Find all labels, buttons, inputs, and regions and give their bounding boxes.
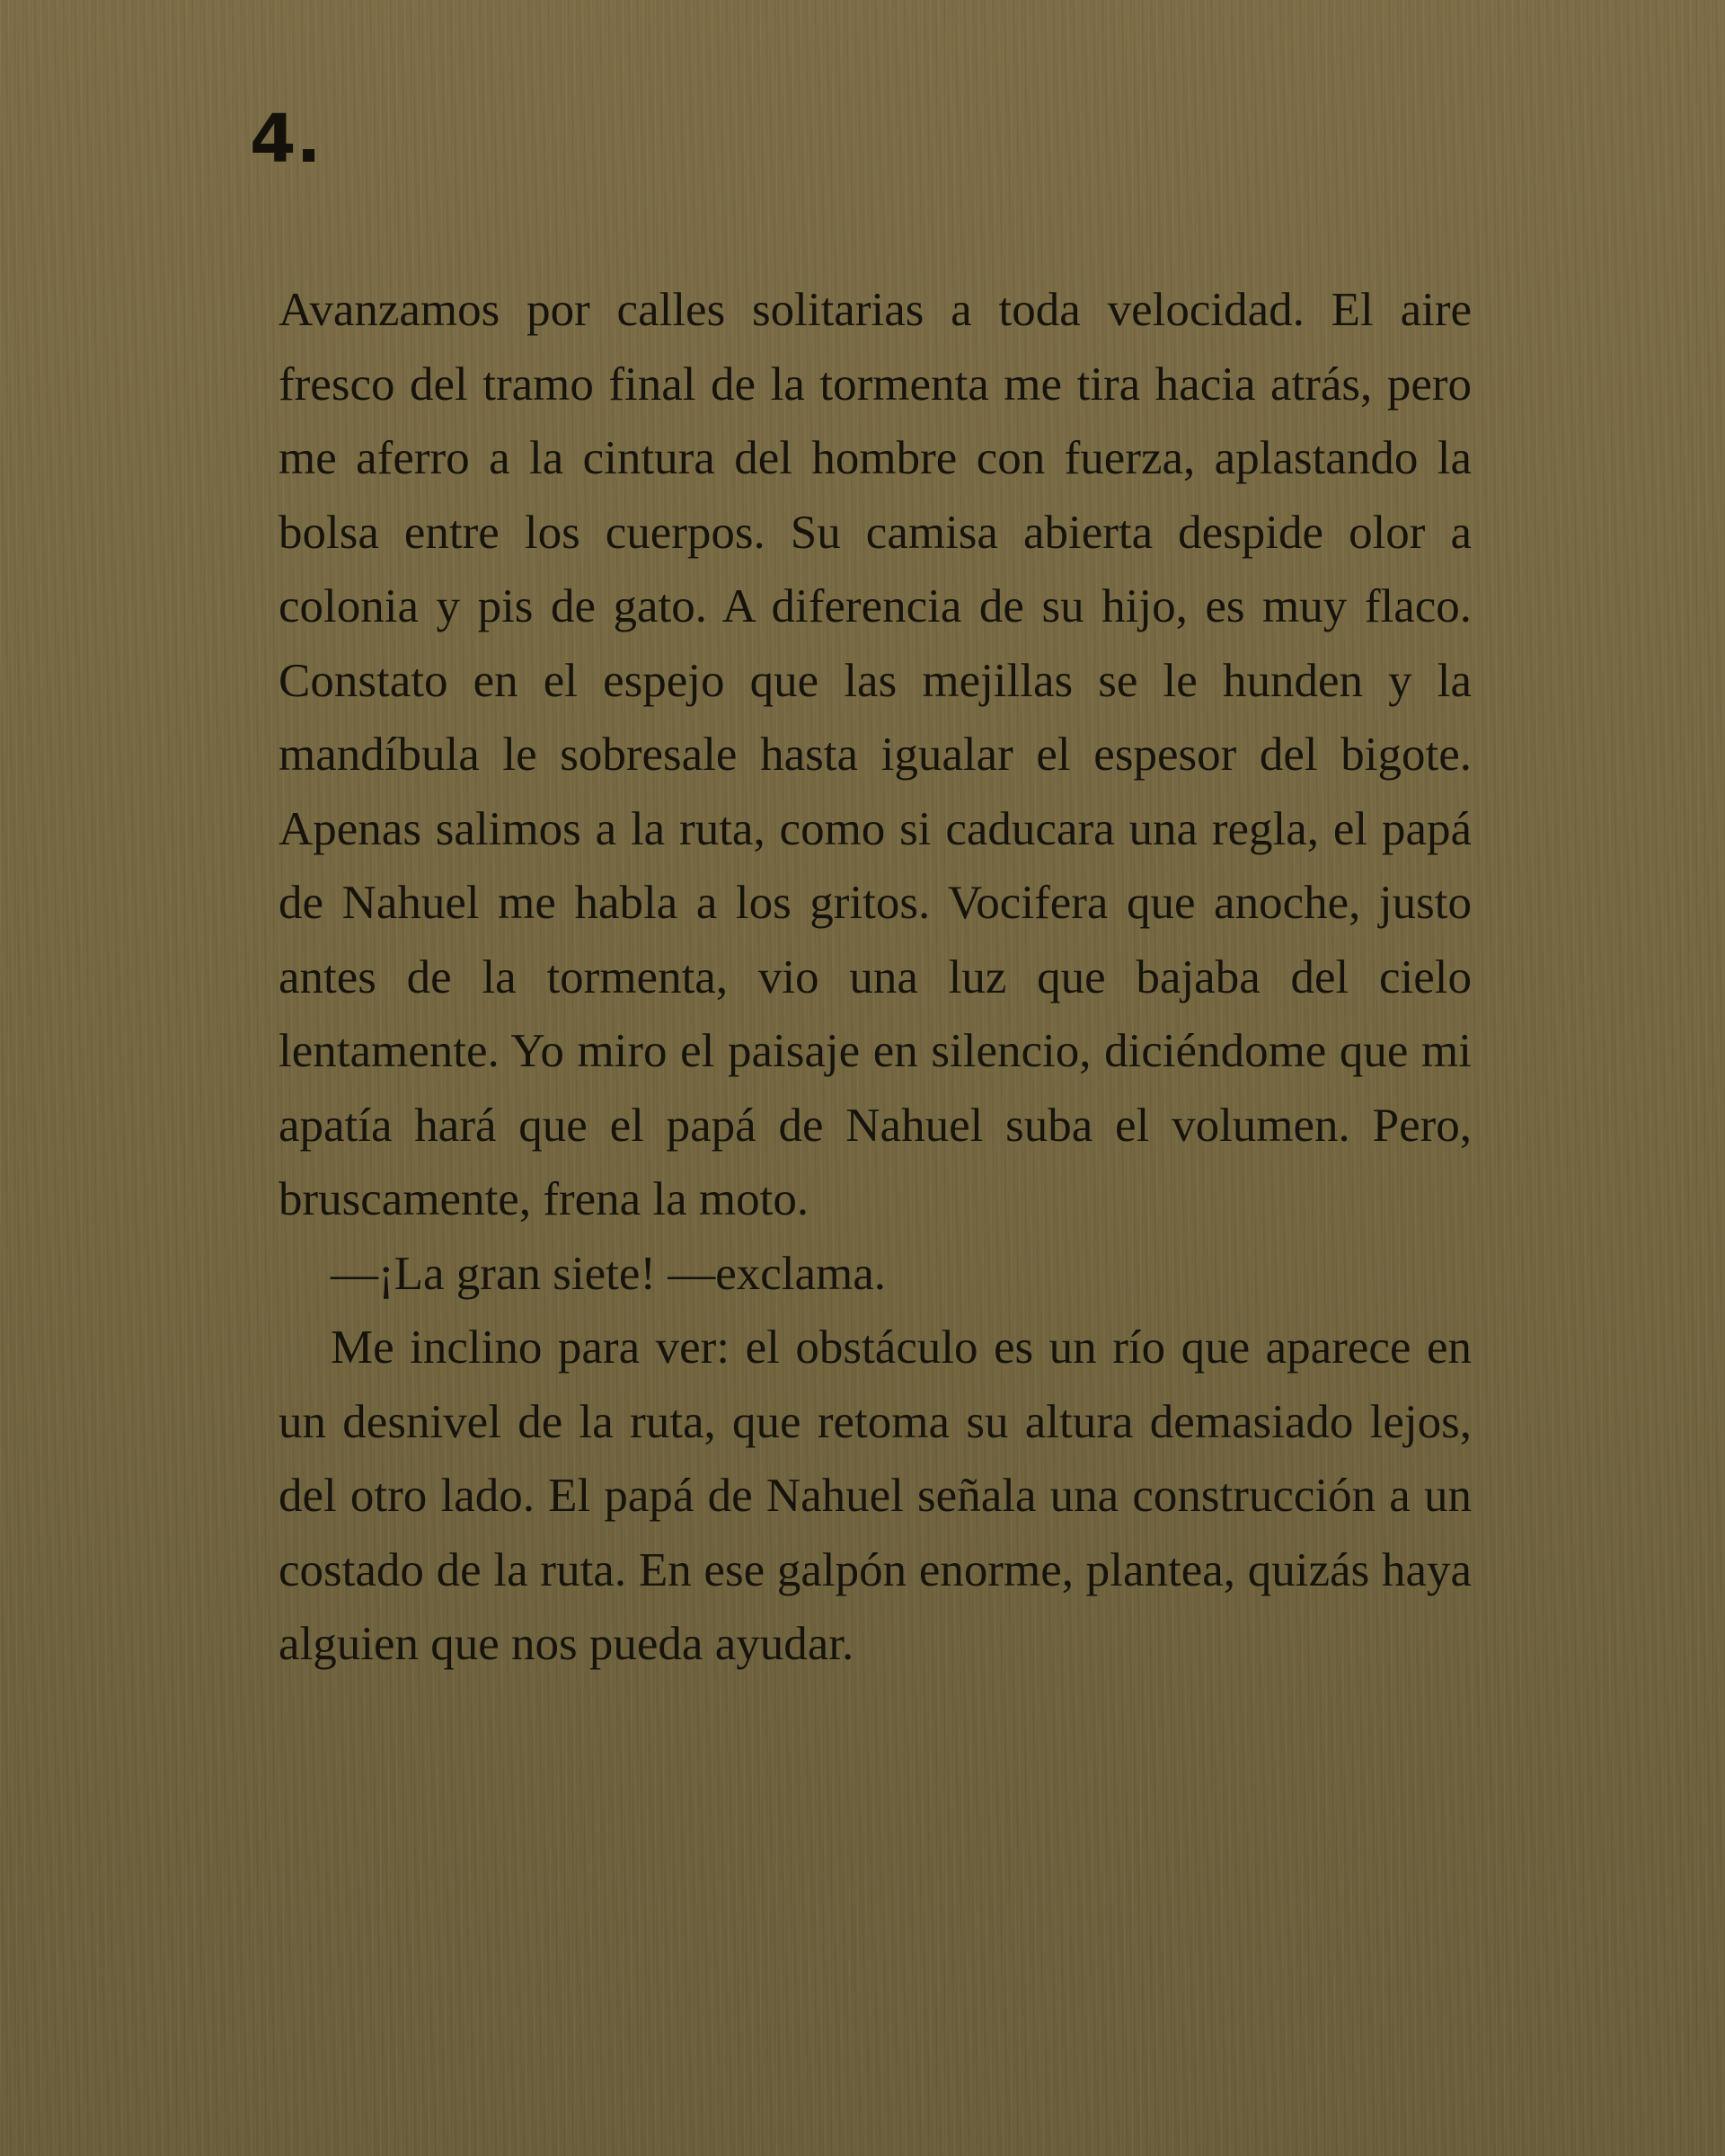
chapter-number: 4. bbox=[250, 101, 322, 178]
chapter-body bbox=[279, 273, 1472, 1682]
paragraph-3: Me inclino para ver: el obstáculo es un río que aparece en un desnivel de la ruta, que retoma su altura demasiado lejos, del otro lado. El papá de Nahuel señala una construcción a un costado de la ruta. En ese galpón enorme, plantea, quizás haya alguien que nos pueda ayudar. bbox=[279, 1321, 1472, 1670]
paragraph-2-dialogue: —¡La gran siete! —exclama. bbox=[331, 1247, 887, 1300]
paragraph-1: Avanzamos por calles solitarias a toda velocidad. El aire fresco del tramo final de la tormenta me tira hacia atrás, pero me aferro a la cintura del hombre con fuerza, aplastando la bolsa entre los cuerpos. Su camisa abierta despide olor a colonia y pis de gato. A diferencia de su hijo, es muy flaco. Constato en el espejo que las mejillas se le hunden y la mandíbula le sobresale hasta igualar el espesor del bigote. Apenas salimos a la ruta, como si caducara una regla, el papá de Nahuel me habla a los gritos. Vocifera que anoche, justo antes de la tormenta, vio una luz que bajaba del cielo lentamente. Yo miro el paisaje en silencio, diciéndome que mi apatía hará que el papá de Nahuel suba el volumen. Pero, bruscamente, frena la moto. bbox=[279, 284, 1472, 1225]
